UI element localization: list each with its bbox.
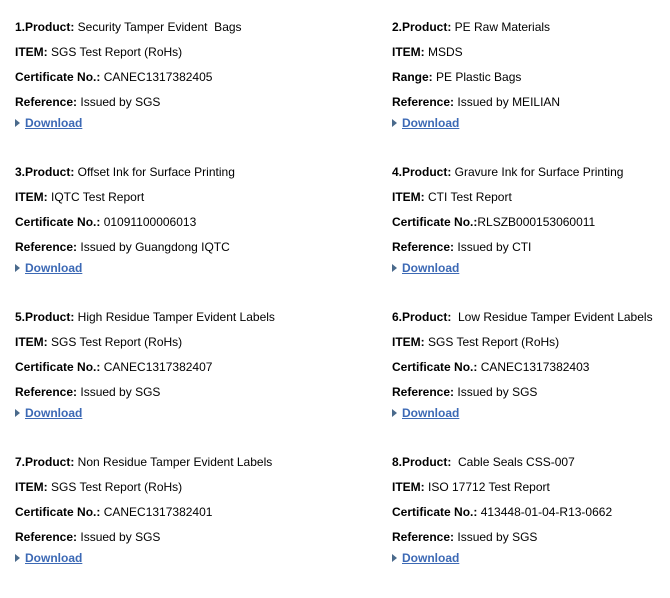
download-link[interactable]: Download bbox=[25, 116, 83, 130]
field-label: Certificate No.: bbox=[15, 360, 101, 374]
field-label: Reference: bbox=[15, 95, 78, 109]
download-row bbox=[392, 116, 670, 130]
item-line bbox=[15, 45, 392, 59]
reference-line bbox=[15, 240, 392, 254]
download-row bbox=[15, 551, 392, 565]
download-arrow-icon bbox=[392, 409, 397, 417]
field-label: Certificate No.: bbox=[392, 505, 478, 519]
field-value: SGS Test Report (RoHs) bbox=[47, 335, 183, 349]
field-label: Certificate No.: bbox=[15, 505, 101, 519]
field-value: Issued by SGS bbox=[77, 385, 161, 399]
reference-line bbox=[392, 385, 670, 399]
download-arrow-icon bbox=[392, 119, 397, 127]
download-link[interactable]: Download bbox=[25, 406, 83, 420]
certificate-line bbox=[392, 215, 670, 229]
field-label: 6.Product: bbox=[392, 310, 452, 324]
field-value: CANEC1317382403 bbox=[477, 360, 590, 374]
item-line bbox=[392, 45, 670, 59]
product-line bbox=[15, 165, 392, 179]
item-line bbox=[392, 480, 670, 494]
certificate-line bbox=[15, 70, 392, 84]
field-value: 01091100006013 bbox=[100, 215, 197, 229]
field-value: Issued by MEILIAN bbox=[454, 95, 561, 109]
download-link[interactable]: Download bbox=[25, 261, 83, 275]
product-card-8 bbox=[392, 455, 670, 598]
certificate-line bbox=[15, 215, 392, 229]
field-value: SGS Test Report (RoHs) bbox=[47, 480, 183, 494]
item-line bbox=[15, 190, 392, 204]
field-label: Certificate No.: bbox=[15, 215, 101, 229]
field-value: RLSZB000153060011 bbox=[477, 215, 596, 229]
field-value: Issued by Guangdong IQTC bbox=[77, 240, 230, 254]
field-label: Certificate No.: bbox=[392, 215, 478, 229]
product-line bbox=[15, 455, 392, 469]
download-arrow-icon bbox=[392, 264, 397, 272]
field-value: SGS Test Report (RoHs) bbox=[47, 45, 183, 59]
product-card-4 bbox=[392, 165, 670, 310]
product-card-1 bbox=[15, 20, 392, 165]
field-value: Cable Seals CSS-007 bbox=[451, 455, 575, 469]
download-link[interactable]: Download bbox=[402, 551, 460, 565]
field-value: CANEC1317382405 bbox=[100, 70, 213, 84]
field-value: 413448-01-04-R13-0662 bbox=[477, 505, 613, 519]
reference-line bbox=[15, 530, 392, 544]
field-label: ITEM: bbox=[15, 45, 48, 59]
field-value: CTI Test Report bbox=[424, 190, 512, 204]
product-card-7 bbox=[15, 455, 392, 598]
field-label: ITEM: bbox=[392, 335, 425, 349]
field-label: Range: bbox=[392, 70, 433, 84]
reference-line bbox=[15, 95, 392, 109]
download-arrow-icon bbox=[15, 409, 20, 417]
field-label: 4.Product: bbox=[392, 165, 452, 179]
field-value: PE Raw Materials bbox=[451, 20, 551, 34]
product-line bbox=[15, 20, 392, 34]
reference-line bbox=[392, 95, 670, 109]
reference-line bbox=[15, 385, 392, 399]
item-line bbox=[15, 480, 392, 494]
product-card-6 bbox=[392, 310, 670, 455]
product-line bbox=[15, 310, 392, 324]
field-label: ITEM: bbox=[15, 335, 48, 349]
field-label: ITEM: bbox=[15, 480, 48, 494]
product-line bbox=[392, 455, 670, 469]
field-label: 2.Product: bbox=[392, 20, 452, 34]
product-card-2 bbox=[392, 20, 670, 165]
download-row bbox=[392, 551, 670, 565]
download-arrow-icon bbox=[15, 119, 20, 127]
download-row bbox=[15, 116, 392, 130]
download-row bbox=[392, 406, 670, 420]
field-value: ISO 17712 Test Report bbox=[424, 480, 550, 494]
field-label: 5.Product: bbox=[15, 310, 75, 324]
certificate-line bbox=[15, 360, 392, 374]
download-arrow-icon bbox=[15, 264, 20, 272]
download-arrow-icon bbox=[392, 554, 397, 562]
certificate-line bbox=[392, 360, 670, 374]
field-value: Issued by CTI bbox=[454, 240, 532, 254]
range-line bbox=[392, 70, 670, 84]
field-label: Reference: bbox=[392, 530, 455, 544]
field-value: Non Residue Tamper Evident Labels bbox=[74, 455, 273, 469]
field-value: PE Plastic Bags bbox=[432, 70, 522, 84]
field-value: Low Residue Tamper Evident Labels bbox=[451, 310, 653, 324]
reference-line bbox=[392, 240, 670, 254]
field-value: Issued by SGS bbox=[454, 530, 538, 544]
field-value: Issued by SGS bbox=[454, 385, 538, 399]
field-value: SGS Test Report (RoHs) bbox=[424, 335, 560, 349]
download-arrow-icon bbox=[15, 554, 20, 562]
download-link[interactable]: Download bbox=[402, 116, 460, 130]
product-line bbox=[392, 165, 670, 179]
item-line bbox=[15, 335, 392, 349]
field-value: CANEC1317382401 bbox=[100, 505, 213, 519]
product-line bbox=[392, 20, 670, 34]
field-value: Gravure Ink for Surface Printing bbox=[451, 165, 624, 179]
field-label: Reference: bbox=[392, 95, 455, 109]
item-line bbox=[392, 335, 670, 349]
certificate-line bbox=[15, 505, 392, 519]
field-value: CANEC1317382407 bbox=[100, 360, 213, 374]
field-label: Reference: bbox=[15, 530, 78, 544]
field-label: Reference: bbox=[392, 385, 455, 399]
field-label: 1.Product: bbox=[15, 20, 75, 34]
download-link[interactable]: Download bbox=[402, 406, 460, 420]
field-value: High Residue Tamper Evident Labels bbox=[74, 310, 275, 324]
field-value: Issued by SGS bbox=[77, 530, 161, 544]
field-label: Certificate No.: bbox=[15, 70, 101, 84]
field-label: Reference: bbox=[392, 240, 455, 254]
field-label: ITEM: bbox=[392, 480, 425, 494]
field-label: ITEM: bbox=[392, 190, 425, 204]
product-line bbox=[392, 310, 670, 324]
download-link[interactable]: Download bbox=[402, 261, 460, 275]
field-value: MSDS bbox=[424, 45, 463, 59]
field-value: Issued by SGS bbox=[77, 95, 161, 109]
product-card-3 bbox=[15, 165, 392, 310]
field-label: Reference: bbox=[15, 240, 78, 254]
field-label: 3.Product: bbox=[15, 165, 75, 179]
field-label: ITEM: bbox=[15, 190, 48, 204]
field-label: Certificate No.: bbox=[392, 360, 478, 374]
download-row bbox=[15, 261, 392, 275]
download-row bbox=[15, 406, 392, 420]
field-label: 8.Product: bbox=[392, 455, 452, 469]
field-label: Reference: bbox=[15, 385, 78, 399]
field-label: ITEM: bbox=[392, 45, 425, 59]
field-value: IQTC Test Report bbox=[47, 190, 145, 204]
field-value: Security Tamper Evident Bags bbox=[74, 20, 242, 34]
item-line bbox=[392, 190, 670, 204]
product-card-5 bbox=[15, 310, 392, 455]
download-row bbox=[392, 261, 670, 275]
download-link[interactable]: Download bbox=[25, 551, 83, 565]
field-value: Offset Ink for Surface Printing bbox=[74, 165, 235, 179]
field-label: 7.Product: bbox=[15, 455, 75, 469]
certificate-line bbox=[392, 505, 670, 519]
reference-line bbox=[392, 530, 670, 544]
